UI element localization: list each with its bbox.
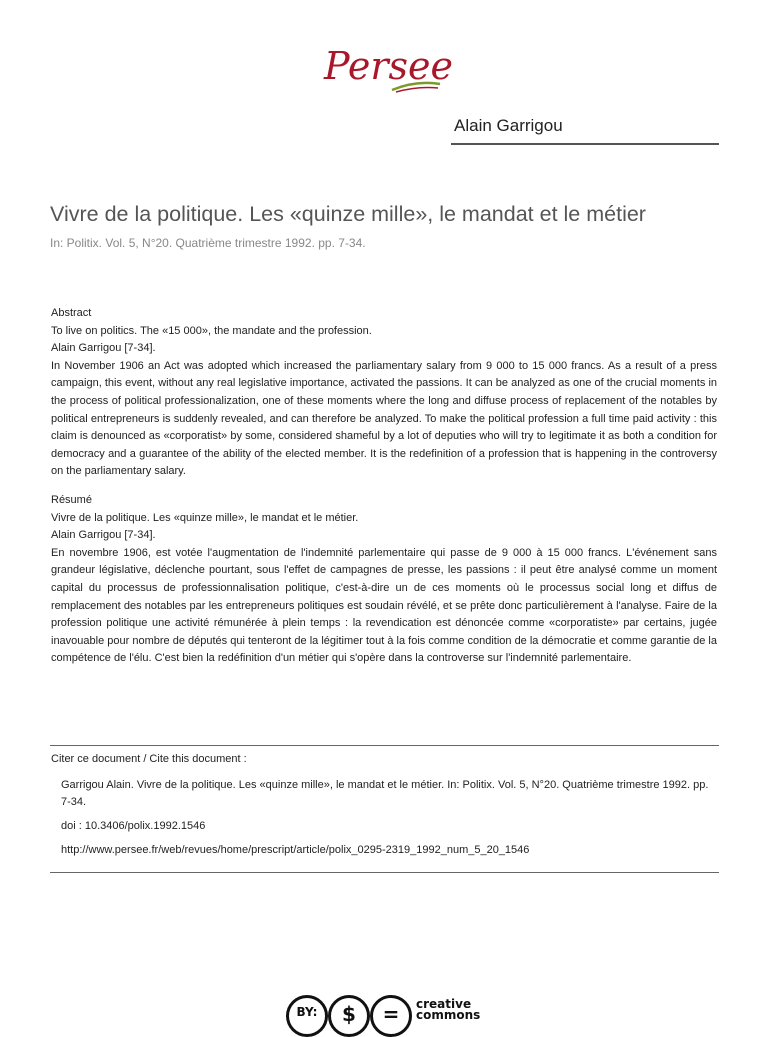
resume-heading: Résumé [51,494,92,506]
cc-wordmark-line1: creative [416,997,472,1011]
cite-doi[interactable]: doi : 10.3406/polix.1992.1546 [61,820,206,832]
resume-body: En novembre 1906, est votée l'augmentation de l'indemnité parlementaire qui passe de 9 000 à 15 000 francs. L'événement sans grandeur législative, déclenche pourtant, sous l'effet de campagnes de presse, les passions : il peut être analysé comme un moment capital du processus de professionnalisation politique, c'est-à-dire un de ces moments où le processus social long et diffus de remplacement des notables par les entrepreneurs politiques est soudain révélé, et se prête donc particulièrement à l'analyse. Faire de la profession politique une activité rémunérée à plein temps : la revendication est dénoncée comme «corporatiste» par certains, jugée inavouable pour nombre de députés qui tenteront de la légitimer tout à la fois comme condition de la démocratie et comme garantie de la compétence de l'élu. C'est bien la redéfinition d'un métier qui s'opère dans la controverse sur l'indemnité parlementaire. [51,546,717,665]
article-title: Vivre de la politique. Les «quinze mille», le mandat et le métier [50,202,646,226]
cc-noderivs-icon: = [370,995,412,1037]
article-citation: In: Politix. Vol. 5, N°20. Quatrième trimestre 1992. pp. 7-34. [50,236,366,250]
creative-commons-badge[interactable] [286,993,486,1024]
abstract-heading: Abstract [51,307,92,319]
author-name: Alain Garrigou [454,116,563,135]
cc-wordmark-line2: commons [416,1008,481,1022]
cite-block [61,777,717,866]
cc-by-icon: BY: [286,995,328,1037]
resume-author-pages: Alain Garrigou [7-34]. [51,529,156,542]
cite-divider-top [50,745,719,746]
resume-section [51,492,717,668]
cite-url-link[interactable]: http://www.persee.fr/web/revues/home/prescript/article/polix_0295-2319_1992_num_5_20_1546 [61,844,530,856]
author-divider [451,143,719,145]
abstract-author-pages: Alain Garrigou [7-34]. [51,342,156,355]
abstract-english-title: To live on politics. The «15 000», the mandate and the profession. [51,324,372,337]
logo-swoosh-icon [390,80,442,94]
logo-wordmark: Persee [324,44,453,88]
cite-divider-bottom [50,872,719,873]
resume-french-title: Vivre de la politique. Les «quinze mille», le mandat et le métier. [51,511,359,524]
cc-noncommercial-icon: $ [328,995,370,1037]
abstract-body: In November 1906 an Act was adopted which increased the parliamentary salary from 9 000 to 15 000 francs. As a result of a press campaign, this event, without any real legislative importance, activated the passions. It can be analyzed as one of the crucial moments in the process of political professionalization, one of these moments where the long and diffuse process of replacement of the notables by political entrepreneurs is suddenly revealed, and can therefore be analyzed. To make the political profession a full time paid activity : this claim is denounced as «corporatist» by some, considered shameful by a lot of deputies who will try to legitimate it as both a condition for democracy and a guarantee of the ability of the elected member. It is the redefinition of a profession that is happening in the controversy on the parliamentary salary. [51,359,717,478]
cc-wordmark [416,999,480,1021]
abstract-section [51,305,717,481]
persee-logo[interactable] [320,44,453,100]
cite-label: Citer ce document / Cite this document : [51,753,247,765]
cite-reference: Garrigou Alain. Vivre de la politique. Les «quinze mille», le mandat et le métier. In: Politix. Vol. 5, N°20. Quatrième trimestre 1992. pp. 7-34. [61,779,709,808]
